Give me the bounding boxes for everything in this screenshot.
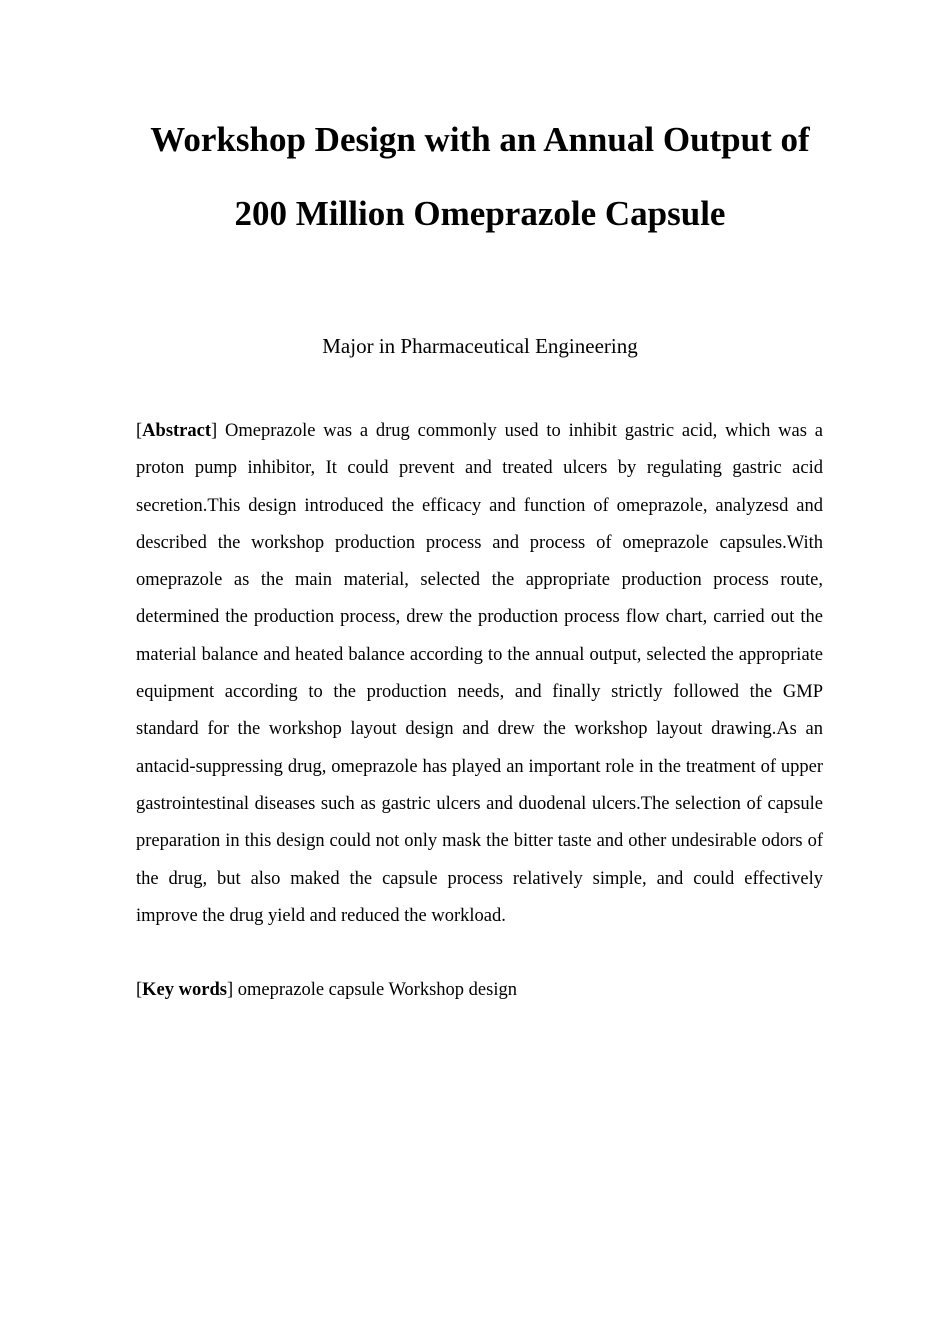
abstract-label: Abstract	[142, 421, 212, 441]
keywords-label: Key words	[142, 980, 227, 1000]
keywords-text: omeprazole capsule Workshop design	[233, 980, 517, 1000]
keywords-paragraph	[136, 972, 823, 1009]
keywords-close-bracket: ]	[226, 980, 234, 1000]
document-title	[100, 103, 860, 251]
abstract-paragraph	[136, 413, 823, 935]
abstract-open-bracket: [	[136, 421, 143, 441]
keywords-open-bracket: [	[136, 980, 143, 1000]
title-line-1: Workshop Design with an Annual Output of	[150, 120, 810, 159]
abstract-close-bracket: ]	[211, 421, 218, 441]
title-line-2: 200 Million Omeprazole Capsule	[234, 194, 726, 233]
abstract-text: Omeprazole was a drug commonly used to inhibit gastric acid, which was a proton pump inhibitor, It could prevent and treated ulcers by regulating gastric acid secretion.This design introduced the efficacy and function of omeprazole, analyzesd and described the workshop production process and process of omeprazole capsules.With omeprazole as the main material, selected the appropriate production process route, determined the production process, drew the production process flow chart, carried out the material balance and heated balance according to the annual output, selected the appropriate equipment according to the production needs, and finally strictly followed the GMP standard for the workshop layout design and drew the workshop layout drawing.As an antacid-suppressing drug, omeprazole has played an important role in the treatment of upper gastrointestinal diseases such as gastric ulcers and duodenal ulcers.The selection of capsule preparation in this design could not only mask the bitter taste and other undesirable odors of the drug, but also maked the capsule process relatively simple, and could effectively improve the drug yield and reduced the workload.	[136, 421, 823, 926]
major-subtitle: Major in Pharmaceutical Engineering	[322, 334, 638, 358]
